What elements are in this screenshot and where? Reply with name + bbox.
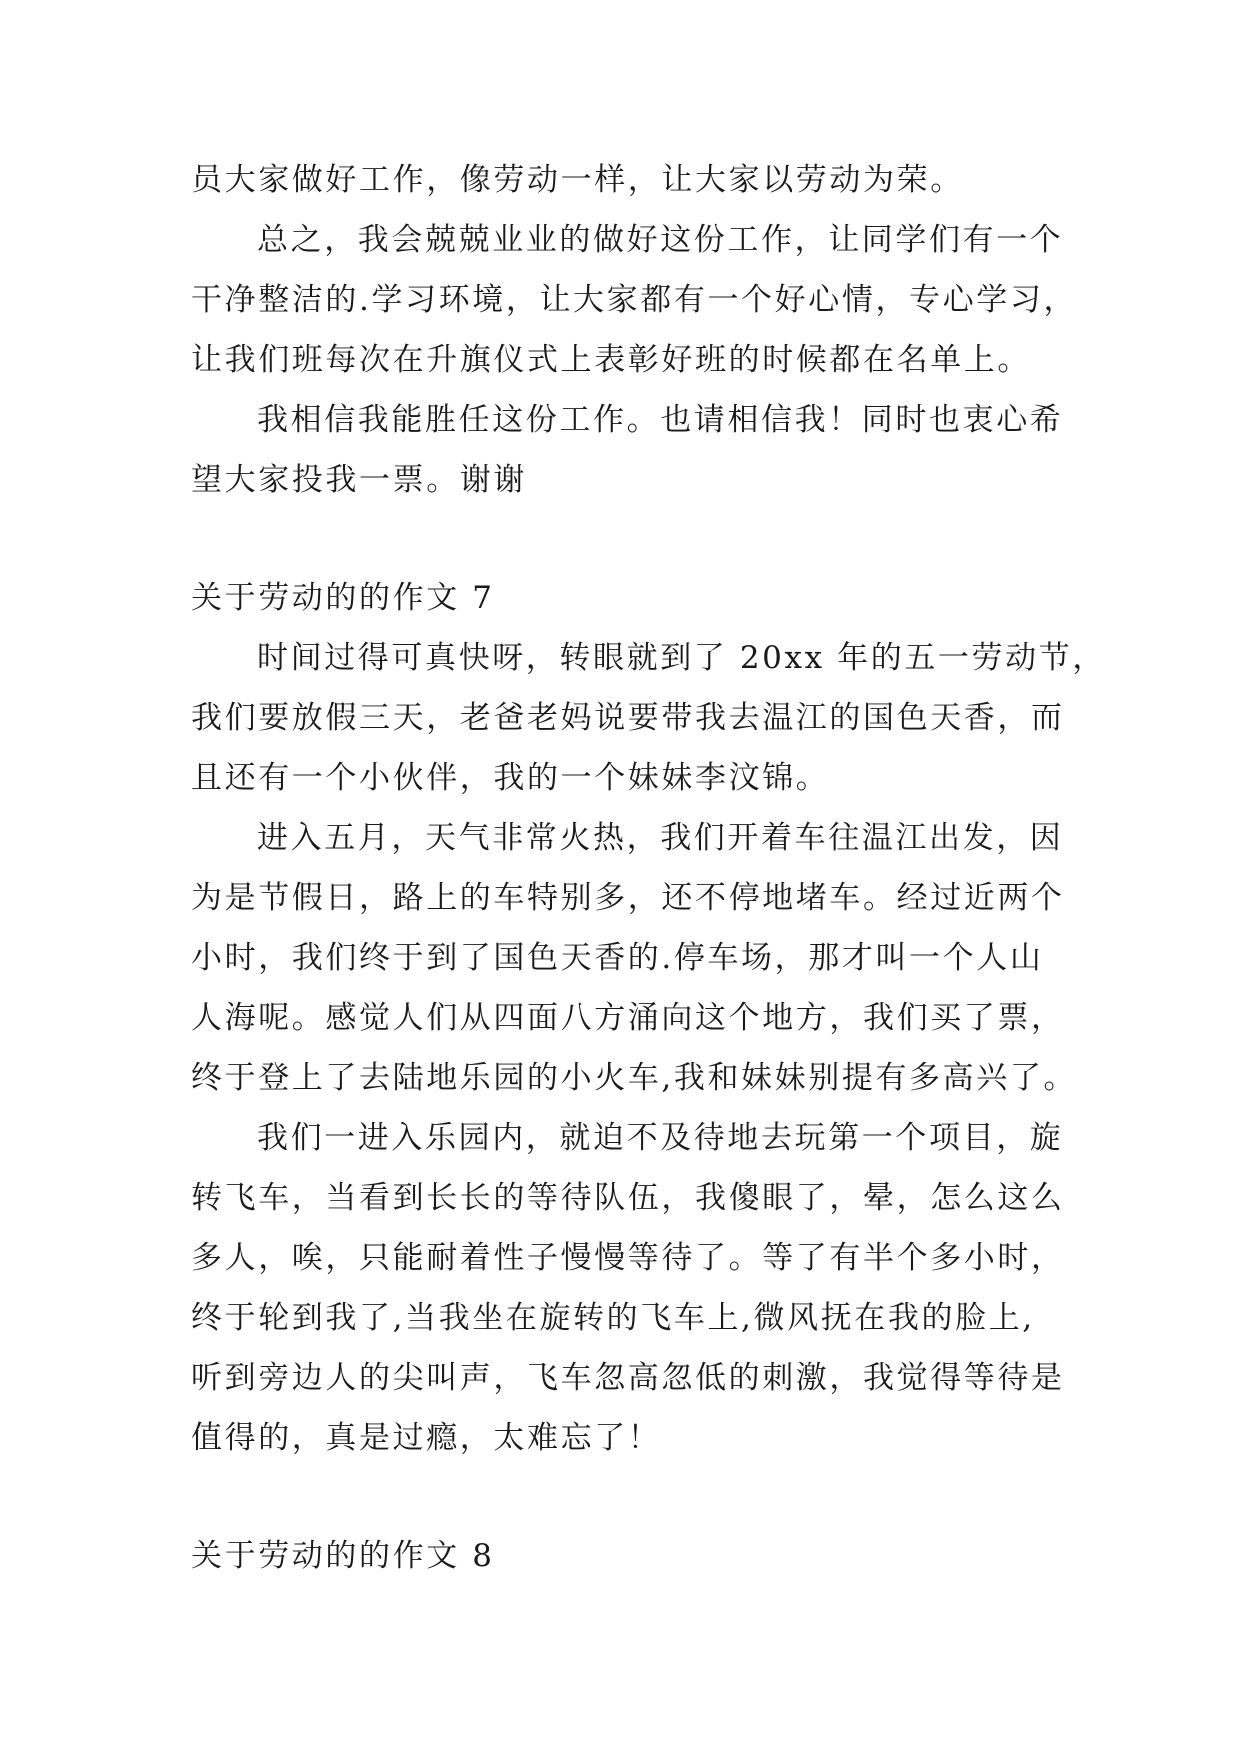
text-line: 且还有一个小伙伴，我的一个妹妹李汶锦。 xyxy=(191,760,830,796)
section-heading: 关于劳动的的作文 7 xyxy=(191,580,495,616)
text-line: 望大家投我一票。谢谢 xyxy=(191,462,527,498)
text-line: 员大家做好工作，像劳动一样，让大家以劳动为荣。 xyxy=(191,162,964,198)
text-line: 时间过得可真快呀，转眼就到了 20xx 年的五一劳动节， xyxy=(257,640,1106,676)
paragraph-gap xyxy=(191,1468,1071,1526)
text-line: 终于登上了去陆地乐园的小火车,我和妹妹别提有多高兴了。 xyxy=(191,1060,1078,1096)
text-line: 听到旁边人的尖叫声，飞车忽高忽低的刺激，我觉得等待是 xyxy=(191,1360,1065,1396)
text-line: 我们要放假三天，老爸老妈说要带我去温江的国色天香，而 xyxy=(191,700,1065,736)
text-line: 进入五月，天气非常火热，我们开着车往温江出发，因 xyxy=(257,820,1064,856)
document-body xyxy=(191,150,1106,1586)
text-line: 我们一进入乐园内，就迫不及待地去玩第一个项目，旋 xyxy=(257,1120,1064,1156)
text-line: 让我们班每次在升旗仪式上表彰好班的时候都在名单上。 xyxy=(191,342,1031,378)
text-line: 转飞车，当看到长长的等待队伍，我傻眼了，晕，怎么这么 xyxy=(191,1180,1065,1216)
text-line: 值得的，真是过瘾，太难忘了！ xyxy=(191,1420,662,1456)
text-line: 干净整洁的.学习环境，让大家都有一个好心情，专心学习， xyxy=(191,282,1078,318)
text-line: 终于轮到我了,当我坐在旋转的飞车上,微风抚在我的脸上, xyxy=(191,1300,1035,1336)
text-line: 总之，我会兢兢业业的做好这份工作，让同学们有一个 xyxy=(257,222,1064,258)
text-line: 多人，唉，只能耐着性子慢慢等待了。等了有半个多小时， xyxy=(191,1240,1065,1276)
text-line: 为是节假日，路上的车特别多，还不停地堵车。经过近两个 xyxy=(191,880,1065,916)
text-line: 人海呢。感觉人们从四面八方涌向这个地方，我们买了票， xyxy=(191,1000,1065,1036)
text-line: 我相信我能胜任这份工作。也请相信我！同时也衷心希 xyxy=(257,402,1064,438)
paragraph-gap xyxy=(191,510,1071,568)
text-line: 小时，我们终于到了国色天香的.停车场，那才叫一个人山 xyxy=(191,940,1044,976)
section-heading: 关于劳动的的作文 8 xyxy=(191,1538,495,1574)
